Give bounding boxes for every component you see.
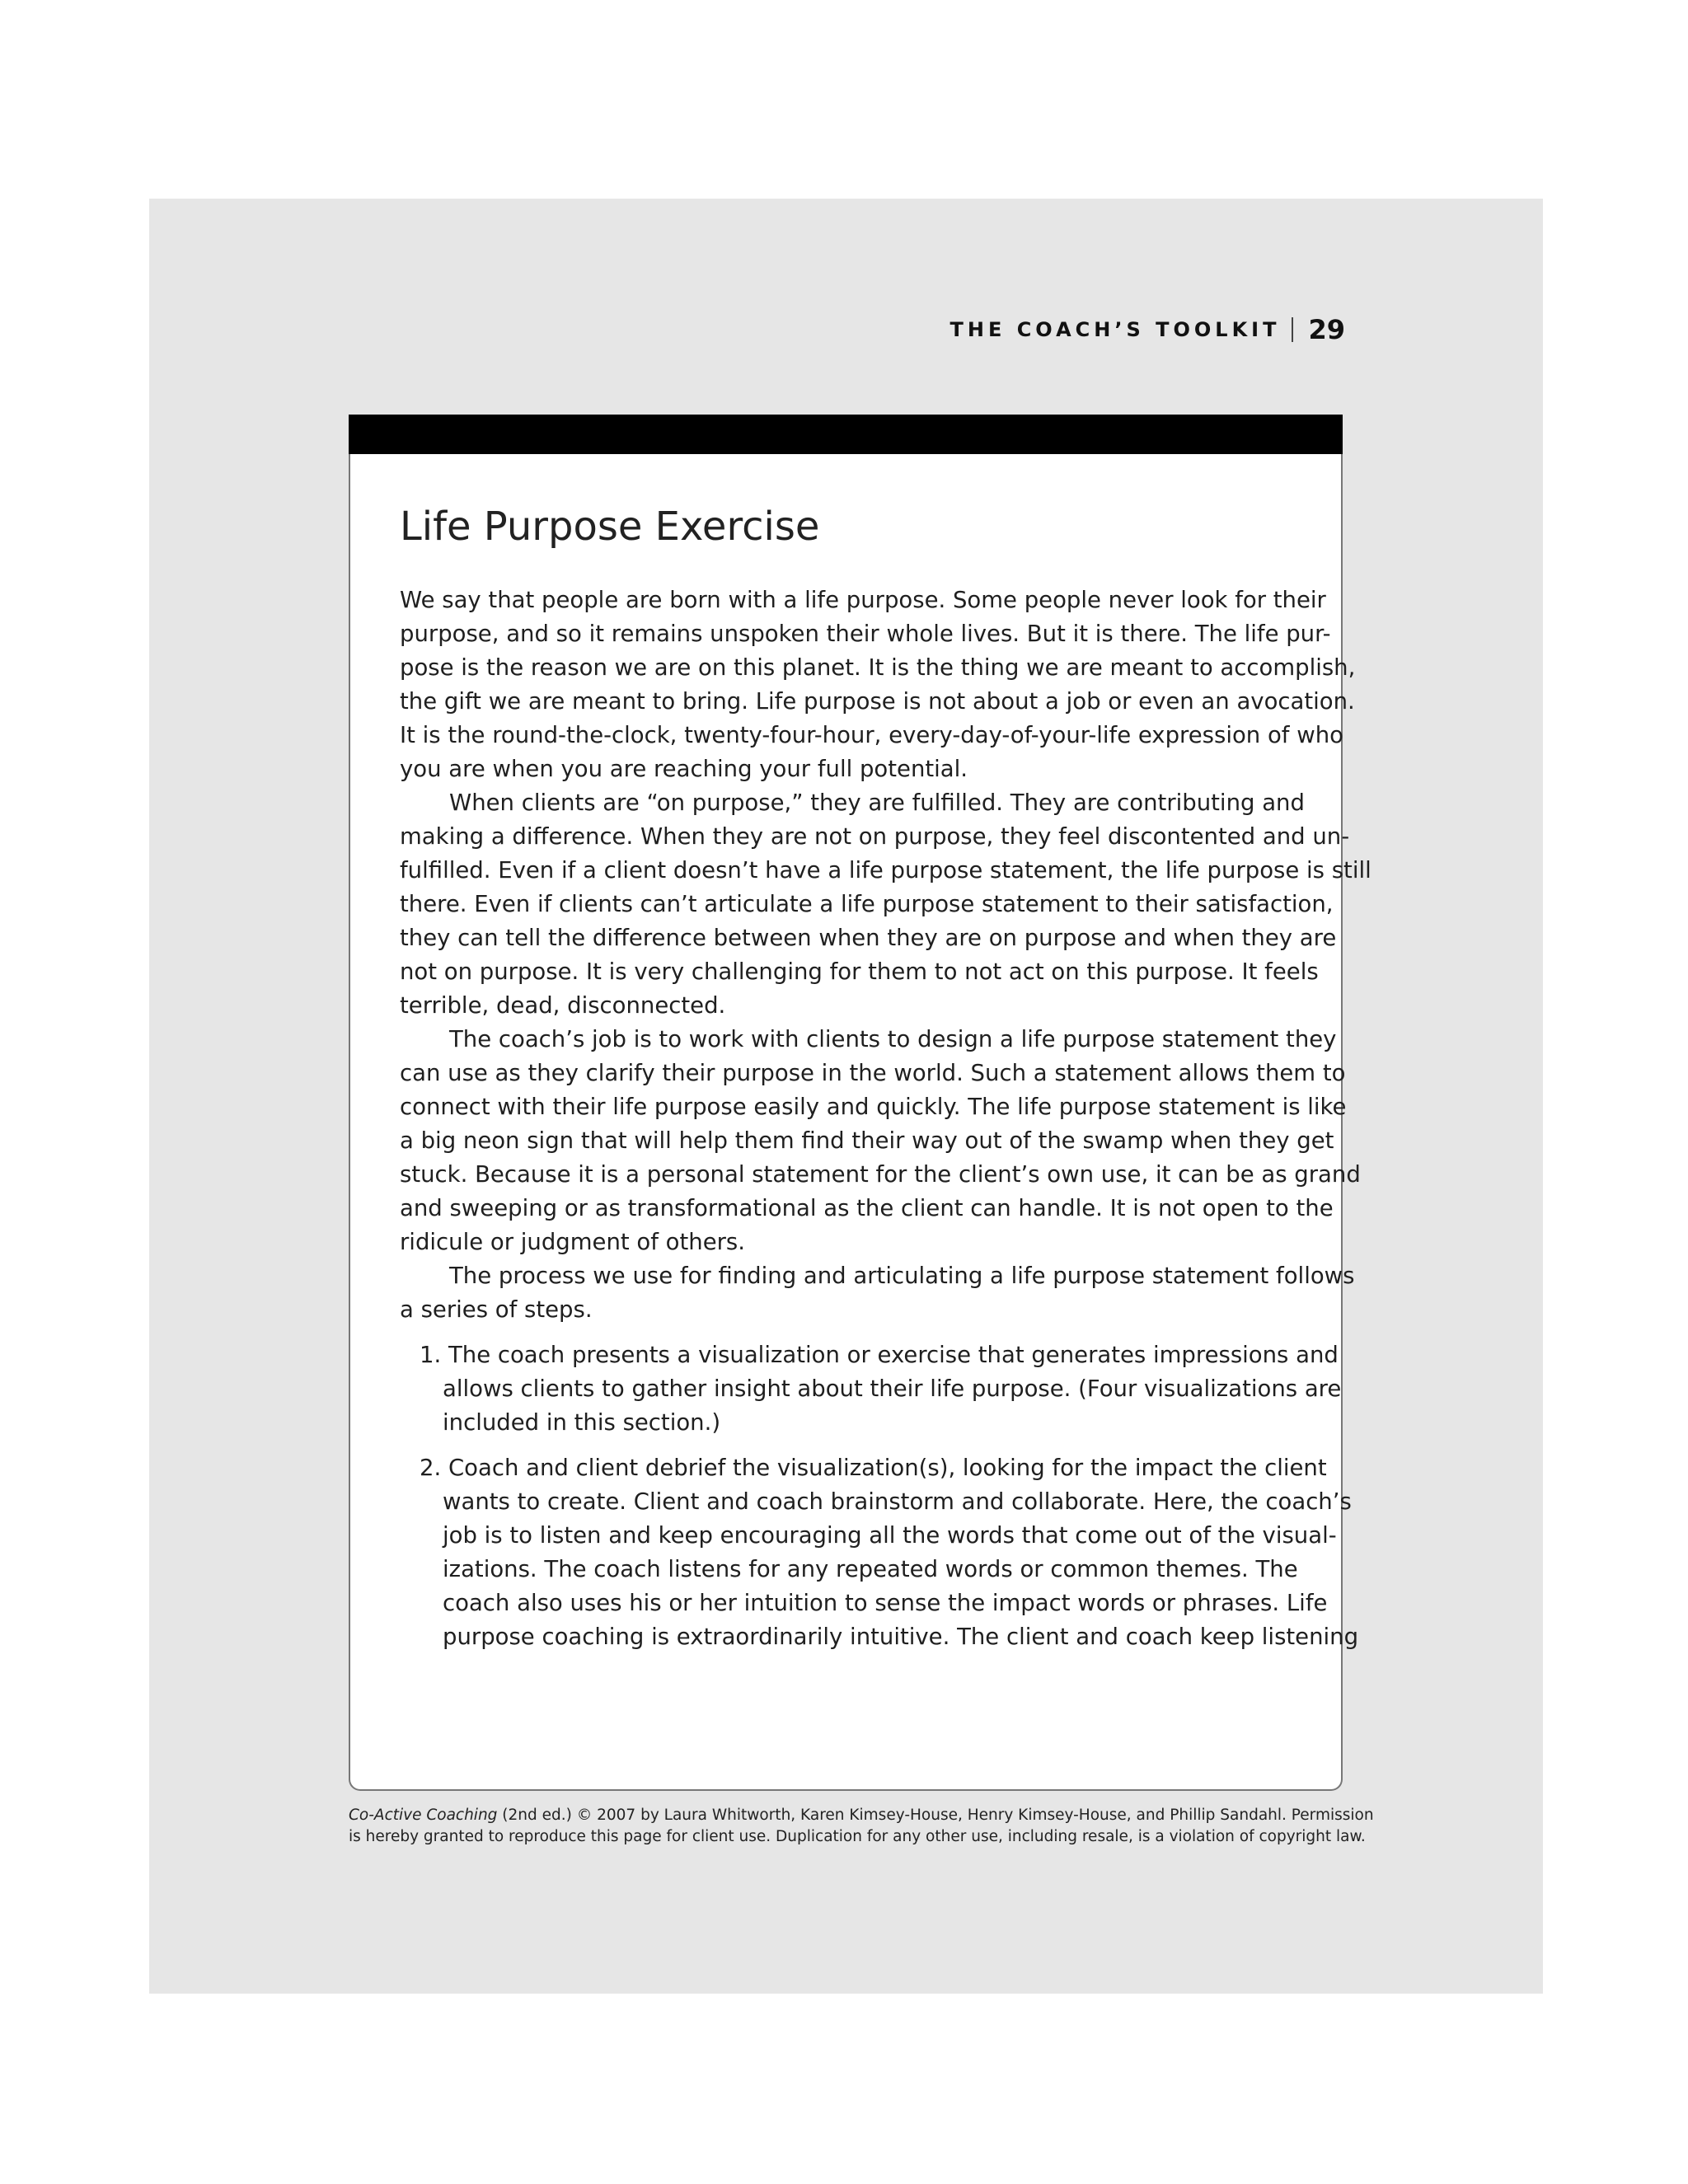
body-line: stuck. Because it is a personal statement for the client’s own use, it can be as grand [400,1161,1361,1188]
body-line: you are when you are reaching your full potential. [400,756,968,782]
running-head [950,312,1345,348]
page-number: 29 [1308,314,1345,345]
body-line: The process we use for finding and articulating a life purpose statement follows [449,1263,1355,1289]
list-line: allows clients to gather insight about their life purpose. (Four visualizations are [443,1376,1342,1402]
body-line: It is the round-the-clock, twenty-four-hour, every-day-of-your-life expression of who [400,722,1343,748]
list-line: izations. The coach listens for any repeated words or common themes. The [443,1556,1298,1582]
body-line: and sweeping or as transformational as the client can handle. It is not open to the [400,1195,1334,1221]
body-line: not on purpose. It is very challenging for them to not act on this purpose. It feels [400,958,1319,985]
body-line: a big neon sign that will help them find their way out of the swamp when they get [400,1127,1334,1154]
body-line: they can tell the difference between when they are on purpose and when they are [400,925,1337,951]
list-line: coach also uses his or her intuition to sense the impact words or phrases. Life [443,1590,1328,1616]
list-spacer [400,1440,1298,1451]
body-line: connect with their life purpose easily and quickly. The life purpose statement is like [400,1094,1347,1120]
body-line: fulfilled. Even if a client doesn’t have a life purpose statement, the life purpose is still [400,857,1372,883]
list-line: purpose coaching is extraordinarily intuitive. The client and coach keep listening [443,1624,1359,1650]
box-header-bar [349,415,1343,454]
body-line: We say that people are born with a life purpose. Some people never look for their [400,587,1326,613]
running-head-label: THE COACH’S TOOLKIT [950,318,1281,341]
body-line: making a difference. When they are not on purpose, they feel discontented and un- [400,823,1350,850]
body-line: the gift we are meant to bring. Life purpose is not about a job or even an avocation. [400,688,1355,715]
exercise-body [400,583,1372,1654]
body-line: purpose, and so it remains unspoken their whole lives. But it is there. The life pur- [400,621,1331,647]
copyright-footer [349,1805,1374,1848]
list-line: 2. Coach and client debrief the visualization(s), looking for the impact the client [420,1455,1327,1481]
list-item [400,1451,1359,1654]
body-line: The coach’s job is to work with clients to design a life purpose statement they [449,1026,1337,1052]
body-line: there. Even if clients can’t articulate a life purpose statement to their satisfaction, [400,891,1334,917]
body-line: terrible, dead, disconnected. [400,992,726,1019]
exercise-title: Life Purpose Exercise [400,504,820,550]
list-line: job is to listen and keep encouraging all the words that come out of the visual- [443,1522,1337,1549]
running-head-separator [1292,317,1293,342]
footer-line2-text: is hereby granted to reproduce this page for client use. Duplication for any other use, including resale, is a violation of copyright law. [349,1828,1366,1845]
body-line: pose is the reason we are on this planet. It is the thing we are meant to accomplish, [400,654,1356,681]
body-line: ridicule or judgment of others. [400,1229,745,1255]
footer-line1-text: (2nd ed.) © 2007 by Laura Whitworth, Karen Kimsey-House, Henry Kimsey-House, and Phillip Sandahl. Permission [497,1807,1374,1824]
list-item [400,1338,1342,1440]
body-line: When clients are “on purpose,” they are fulfilled. They are contributing and [449,790,1305,816]
list-line: 1. The coach presents a visualization or exercise that generates impressions and [420,1342,1339,1368]
body-line: a series of steps. [400,1296,593,1323]
exercise-box [349,415,1372,1791]
list-spacer [400,1327,1298,1338]
list-line: wants to create. Client and coach brainstorm and collaborate. Here, the coach’s [443,1488,1352,1515]
body-line: can use as they clarify their purpose in the world. Such a statement allows them to [400,1060,1346,1086]
footer-line [349,1805,1374,1826]
list-line: included in this section.) [443,1409,721,1436]
book-title: Co-Active Coaching [349,1807,498,1824]
